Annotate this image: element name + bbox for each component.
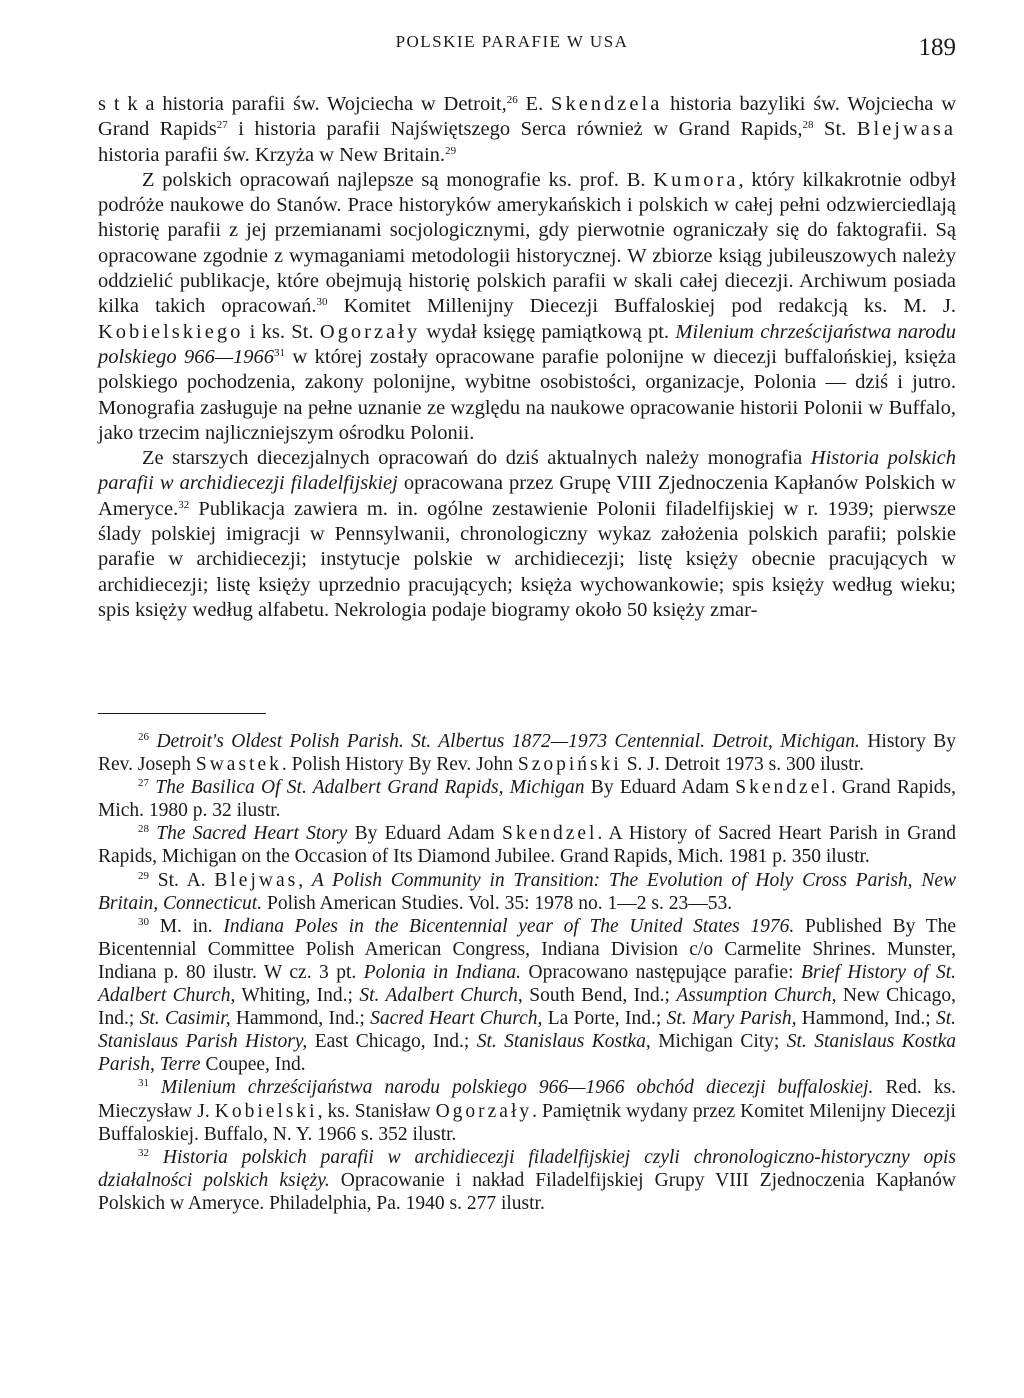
author-name: Swastek: [195, 754, 282, 776]
footnote-number: 29: [138, 869, 149, 882]
book-title: Milenium chrześcijaństwa narodu polskiego 966—1966: [98, 320, 956, 368]
book-title: The Basilica Of St. Adalbert Grand Rapids, Michigan: [155, 777, 585, 799]
footnote: $^{29}$ St. A. Blejwas, A Polish Community in Transition: The Evolution of Holy Cross Parish, New Britain, Connecticut. Polish American Studies. Vol. 35: 1978 no. 1—2 s. 23—53.: [98, 869, 957, 914]
footnote: $^{28}$ The Sacred Heart Story By Eduard Adam Skendzel. A History of Sacred Heart Parish in Grand Rapids, Michigan on the Occasion of Its Diamond Jubilee. Grand Rapids, Mich. 1981 p. 350 ilustr.: [98, 823, 956, 868]
paragraph: Ze starszych diecezjalnych opracowań do dziś aktualnych należy monografia Historia polskich parafii w archidiecezji filadelfijskiej opracowana przez Grupę VIII Zjednoczenia Kapłanów Polskich w Ameryce.$^{32}$ Publikacja zawiera m. in. ogólne zestawienie Polonii filadelfijskiej w r. 1939; pierwsze ślady polskiej imigracji w Pennsylwanii, chronologiczny wykaz założenia polskich parafii; polskie parafie w archidiecezji; instytucje polskie w archidiecezji; listę księży obecnie pracujących w archidiecezji; listę księży uprzednio pracujących; księża wychowankowie; spis księży według wieku; spis księży według alfabetu. Nekrologia podaje biogramy około 50 księży zmar-: [98, 447, 956, 621]
footnote-number: 26: [138, 731, 149, 743]
footnote-number: 32: [138, 1146, 149, 1159]
footnote-number: 27: [138, 777, 149, 790]
parish-title: St. Mary Parish,: [666, 1008, 797, 1030]
main-text: [98, 92, 956, 623]
author-name: Szopiński: [517, 754, 622, 776]
footnote: $^{26}$ Detroit's Oldest Polish Parish. St. Albertus 1872—1973 Centennial. Detroit, Michigan. History By Rev. Joseph Swastek. Polish History By Rev. John Szopiński S. J. Detroit 1973 s. 300 ilustr.: [98, 731, 957, 776]
book-title: Historia polskich parafii w archidiecezji filadelfijskiej: [98, 447, 956, 495]
footnote: $^{32}$ Historia polskich parafii w archidiecezji filadelfijskiej czyli chronologiczno-historyczny opis działalności polskich księży. Opracowanie i nakład Filadelfijskiej Grupy VIII Zjednoczenia Kapłanów Polskich w Ameryce. Philadelphia, Pa. 1940 s. 277 ilustr.: [98, 1146, 956, 1214]
author-name: Kobielski: [214, 1100, 318, 1122]
book-title: Milenium chrześcijaństwa narodu polskiego 966—1966 obchód diecezji buffaloskiej.: [161, 1077, 874, 1099]
book-title: A Polish Community in Transition: The Evolution of Holy Cross Parish, New Britain, Connecticut.: [98, 869, 957, 914]
footnote: $^{31}$ Milenium chrześcijaństwa narodu polskiego 966—1966 obchód diecezji buffaloskiej. Red. ks. Mieczysław J. Kobielski, ks. Stanisław Ogorzały. Pamiętnik wydany przez Komitet Milenijny Diecezji Buffaloskiej. Buffalo, N. Y. 1966 s. 352 ilustr.: [98, 1077, 957, 1145]
parish-title: St. Stanislaus Kostka,: [476, 1031, 651, 1053]
author-name: Blejwasa: [856, 118, 956, 141]
parish-title: Assumption Church,: [676, 985, 837, 1007]
parish-title: Brief History of St. Adalbert Church,: [98, 961, 956, 1007]
paragraph: Z polskich opracowań najlepsze są monografie ks. prof. B. Kumora, który kilkakrotnie odbył podróże naukowe do Stanów. Prace historyków amerykańskich i polskich w całej pełni odzwierciedlają historię parafii z jej przemianami socjologicznymi, gdy pierwotnie ograniczały się do faktografii. Są opracowane zgodnie z wymaganiami metodologii historycznej. W zbiorze ksiąg jubileuszowych należy oddzielić publikacje, które obejmują historię polskich parafii w skali całej diecezji. Archiwum posiada kilka takich opracowań.$^{30}$ Komitet Millenijny Diecezji Buffaloskiej pod redakcją ks. M. J. Kobielskiego i ks. St. Ogorzały wydał księgę pamiątkową pt. Milenium chrześcijaństwa narodu polskiego 966—1966$^{31}$ w której zostały opracowane parafie polonijne w diecezji buffalońskiej, księża polskiego pochodzenia, zakony polonijne, wybitne osobistości, organizacje, Polonia — dziś i jutro. Monografia zasługuje na pełne uznanie ze względu na naukowe opracowanie historii Polonii w Buffalo, jako trzecim najliczniejszym ośrodku Polonii.: [98, 168, 957, 444]
footnote-ref: 26: [506, 94, 518, 106]
parish-title: St. Casimir,: [139, 1008, 231, 1030]
footnote-ref: 31: [273, 346, 285, 359]
author-name: Skendzel: [735, 777, 831, 799]
book-title: Polonia in Indiana.: [363, 961, 522, 983]
book-title: Historia polskich parafii w archidiecezji filadelfijskiej czyli chronologiczno-historyczny opis działalności polskich księży.: [98, 1146, 956, 1191]
footnote-number: 28: [138, 823, 149, 836]
footnote-ref: 28: [802, 119, 814, 132]
footnote: $^{27}$ The Basilica Of St. Adalbert Grand Rapids, Michigan By Eduard Adam Skendzel. Grand Rapids, Mich. 1980 p. 32 ilustr.: [98, 777, 956, 822]
footnote-ref: 27: [216, 119, 228, 132]
author-name: Skendzela: [551, 93, 663, 115]
book-title: The Sacred Heart Story: [156, 823, 348, 845]
book-title: Indiana Poles in the Bicentennial year of The United States 1976.: [223, 915, 795, 937]
parish-title: St. Adalbert Church,: [359, 985, 523, 1007]
page-number: 189: [918, 34, 956, 61]
paragraph: s t k a historia parafii św. Wojciecha w Detroit,$^{26}$ E. Skendzela historia bazyliki św. Wojciecha w Grand Rapids$^{27}$ i historia parafii Najświętszego Serca również w Grand Rapids,$^{28}$ St. Blejwasa historia parafii św. Krzyża w New Britain.$^{29}$: [98, 93, 956, 166]
author-name: Ogorzały: [435, 1100, 533, 1122]
author-name: Skendzel: [501, 823, 598, 845]
footnote: $^{30}$ M. in. Indiana Poles in the Bicentennial year of The United States 1976. Published By The Bicentennial Committee Polish American Congress, Indiana Division c/o Carmelite Shrines. Munster, Indiana p. 80 ilustr. W cz. 3 pt. Polonia in Indiana. Opracowano następujące parafie: Brief History of St. Adalbert Church, Whiting, Ind.; St. Adalbert Church, South Bend, Ind.; Assumption Church, New Chicago, Ind.; St. Casimir, Hammond, Ind.; Sacred Heart Church, La Porte, Ind.; St. Mary Parish, Hammond, Ind.; St. Stanislaus Parish History, East Chicago, Ind.; St. Stanislaus Kostka, Michigan City; St. Stanislaus Kostka Parish, Terre Coupee, Ind.: [98, 915, 957, 1076]
book-title: Detroit's Oldest Polish Parish. St. Albertus 1872—1973 Centennial. Detroit, Michigan.: [156, 731, 860, 752]
parish-title: St. Stanislaus Kostka Parish, Terre: [98, 1031, 956, 1076]
running-header: POLSKIE PARAFIE W USA: [395, 32, 629, 51]
footnotes: [98, 730, 956, 1215]
author-name: Blejwas: [214, 869, 299, 891]
parish-title: St. Stanislaus Parish History,: [98, 1008, 957, 1053]
footnote-ref: 32: [178, 498, 190, 511]
footnote-separator: [98, 713, 266, 714]
footnote-number: 31: [138, 1077, 149, 1090]
footnote-ref: 29: [445, 144, 457, 157]
author-name: Ogorzały: [319, 320, 421, 343]
footnote-number: 30: [138, 915, 149, 928]
author-name: Kumora: [653, 168, 739, 191]
footnote-ref: 30: [316, 296, 328, 309]
parish-title: Sacred Heart Church,: [370, 1008, 543, 1030]
author-name: Kobielskiego: [98, 320, 244, 343]
